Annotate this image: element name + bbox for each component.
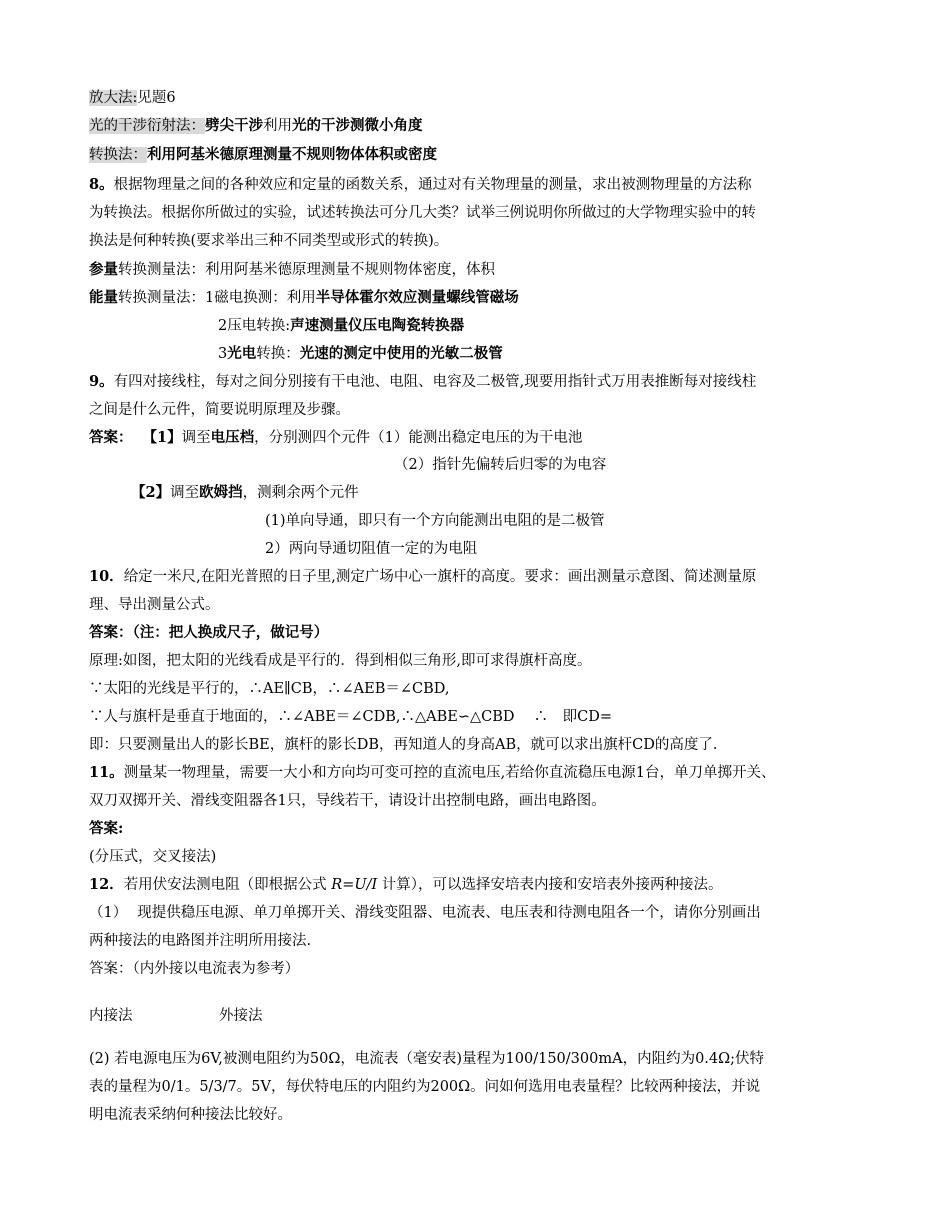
question-12-part2-line2: 表的量程为0/1。5/3/7。5V，每伏特电压的内阻约为200Ω。问如何选用电表量程？比较两种接法，并说: [89, 1079, 761, 1095]
question-number: 8。: [89, 176, 114, 193]
answer-10-step1: ∵太阳的光线是平行的，∴AE∥CB，∴∠AEB＝∠CBD,: [89, 681, 450, 697]
bold-text: 光速的测定中使用的光敏二极管: [299, 345, 503, 362]
question-11: [89, 763, 776, 783]
question-8-line2: 为转换法。根据你所做过的实验，试述转换法可分几大类？试举三例说明你所做过的大学物理实验中的转: [89, 205, 756, 221]
question-number: 12．: [89, 876, 124, 893]
bold-text: 半导体霍尔效应测量螺线管磁场: [315, 289, 519, 306]
answer-10-step2: ∵人与旗杆是垂直于地面的，∴∠ABE＝∠CDB,∴△ABE∽△CBD ∴ 即CD=: [89, 709, 613, 725]
part-number: （1）: [89, 905, 128, 921]
answer-8-energy: [89, 288, 519, 308]
bold-text: 能量: [89, 289, 118, 306]
answer-11-text: (分压式，交叉接法): [89, 849, 217, 865]
question-text: 若用伏安法测电阻（即根据公式: [123, 877, 332, 893]
highlight-term: 转换法：: [89, 147, 147, 163]
question-number: 9。: [89, 373, 114, 390]
answer-12-label: 答案：（内外接以电流表为参考）: [89, 961, 300, 977]
question-text: 计算），可以选择安培表内接和安培表外接两种接法。: [377, 877, 723, 893]
question-12-part2: (2) 若电源电压为6V,被测电阻约为50Ω，电流表（毫安表)量程为100/150/300mA，内阻约为0.4Ω;伏特: [89, 1051, 765, 1067]
text: 转换测量法：利用阿基米德原理测量不规则物体密度，体积: [118, 262, 495, 278]
answer-note: （注：把人换成尺子，做记号）: [132, 624, 329, 641]
answer-8-parameter: [89, 260, 495, 280]
question-9: [89, 372, 756, 392]
bold-text: 光的干涉测微小角度: [292, 117, 423, 134]
answer-11-label: [89, 819, 123, 839]
question-9-line2: 之间是什么元件，简要说明原理及步骤。: [89, 402, 350, 418]
text: ，测剩余两个元件: [242, 485, 359, 501]
question-text: 有四对接线柱，每对之间分别接有干电池、电阻、电容及二极管,现要用指针式万用表推断每对接线柱: [113, 374, 757, 390]
text: 3: [218, 346, 228, 362]
bold-text: 劈尖干涉: [205, 117, 263, 134]
text: 转换：: [256, 346, 300, 362]
text: 见题6: [137, 90, 176, 106]
question-12-part2-line3: 明电流表采纳何种接法比较好。: [89, 1107, 292, 1123]
text: 转换测量法：1磁电换测：利用: [118, 290, 316, 306]
highlight-term: 放大法:: [89, 90, 138, 106]
answer-8-photo: [218, 344, 503, 364]
answer-9-capacitor: （2）指针先偏转后归零的为电容: [394, 457, 607, 473]
question-text: 测量某一物理量，需要一大小和方向均可变可控的直流电压,若给你直流稳压电源1台，单刀单掷开关、: [123, 765, 776, 781]
answer-10-conclusion: 即：只要测量出人的影长BE，旗杆的影长DB，再知道人的身高AB，就可以求出旗杆CD的高度了.: [89, 737, 718, 753]
text: 2压电转换:: [218, 318, 291, 334]
answer-10-label: [89, 623, 328, 643]
answer-8-piezo: [218, 316, 464, 336]
answer-label: 答案:: [89, 820, 124, 837]
question-number: 10．: [89, 568, 124, 585]
answer-9-diode: (1)单向导通，即只有一个方向能测出电阻的是二极管: [265, 513, 605, 529]
bold-text: 【1】: [142, 429, 182, 446]
question-text: 给定一米尺,在阳光普照的日子里,测定广场中心一旗杆的高度。要求：画出测量示意图、简述测量原: [123, 569, 757, 585]
question-12: [89, 875, 723, 895]
text: ，分别测四个元件（1）能测出稳定电压的为干电池: [254, 430, 583, 446]
bold-text: 欧姆挡: [199, 484, 243, 501]
formula: R=U/I: [331, 877, 378, 893]
text: 调至: [170, 485, 200, 501]
question-number: 11。: [89, 764, 124, 781]
answer-9-step2: [131, 483, 359, 503]
question-text: 根据物理量之间的各种效应和定量的函数关系，通过对有关物理量的测量，求出被测物理量的方法称: [113, 177, 752, 193]
text: 调至: [181, 430, 211, 446]
answer-10-principle: 原理:如图，把太阳的光线看成是平行的．得到相似三角形,即可求得旗杆高度。: [89, 653, 592, 669]
label-outer-connection: 外接法: [219, 1008, 263, 1024]
question-10: [89, 567, 756, 587]
method-interference: [89, 116, 423, 136]
question-8: [89, 175, 752, 195]
answer-label: 答案：: [89, 429, 133, 446]
answer-label: 答案：: [89, 624, 133, 641]
question-10-line2: 理、导出测量公式。: [89, 597, 220, 613]
bold-text: 电压档: [210, 429, 255, 446]
method-conversion: [89, 145, 437, 165]
question-11-line2: 双刀双掷开关、滑线变阻器各1只，导线若干，请设计出控制电路，画出电路图。: [89, 793, 606, 809]
label-inner-connection: 内接法: [89, 1008, 133, 1024]
answer-9-resistor: 2）两向导通切阻值一定的为电阻: [265, 541, 478, 557]
method-magnify: [89, 88, 176, 108]
bold-text: 声速测量仪压电陶瓷转换器: [290, 317, 465, 334]
answer-9-step1: [89, 428, 582, 448]
question-12-part1: [89, 903, 761, 923]
bold-text: 【2】: [131, 484, 171, 501]
highlight-term: 光的干涉衍射法：: [89, 118, 205, 134]
question-8-line3: 换法是何种转换(要求举出三种不同类型或形式的转换)。: [89, 233, 449, 249]
question-12-part1-line2: 两种接法的电路图并注明所用接法.: [89, 933, 312, 949]
text: 利用: [263, 118, 292, 134]
part-text: 现提供稳压电源、单刀单掷开关、滑线变阻器、电流表、电压表和待测电阻各一个，请你分别画出: [137, 905, 761, 921]
bold-text: 利用阿基米德原理测量不规则物体体积或密度: [147, 146, 437, 163]
bold-text: 参量: [89, 261, 118, 278]
bold-text: 光电: [227, 345, 257, 362]
